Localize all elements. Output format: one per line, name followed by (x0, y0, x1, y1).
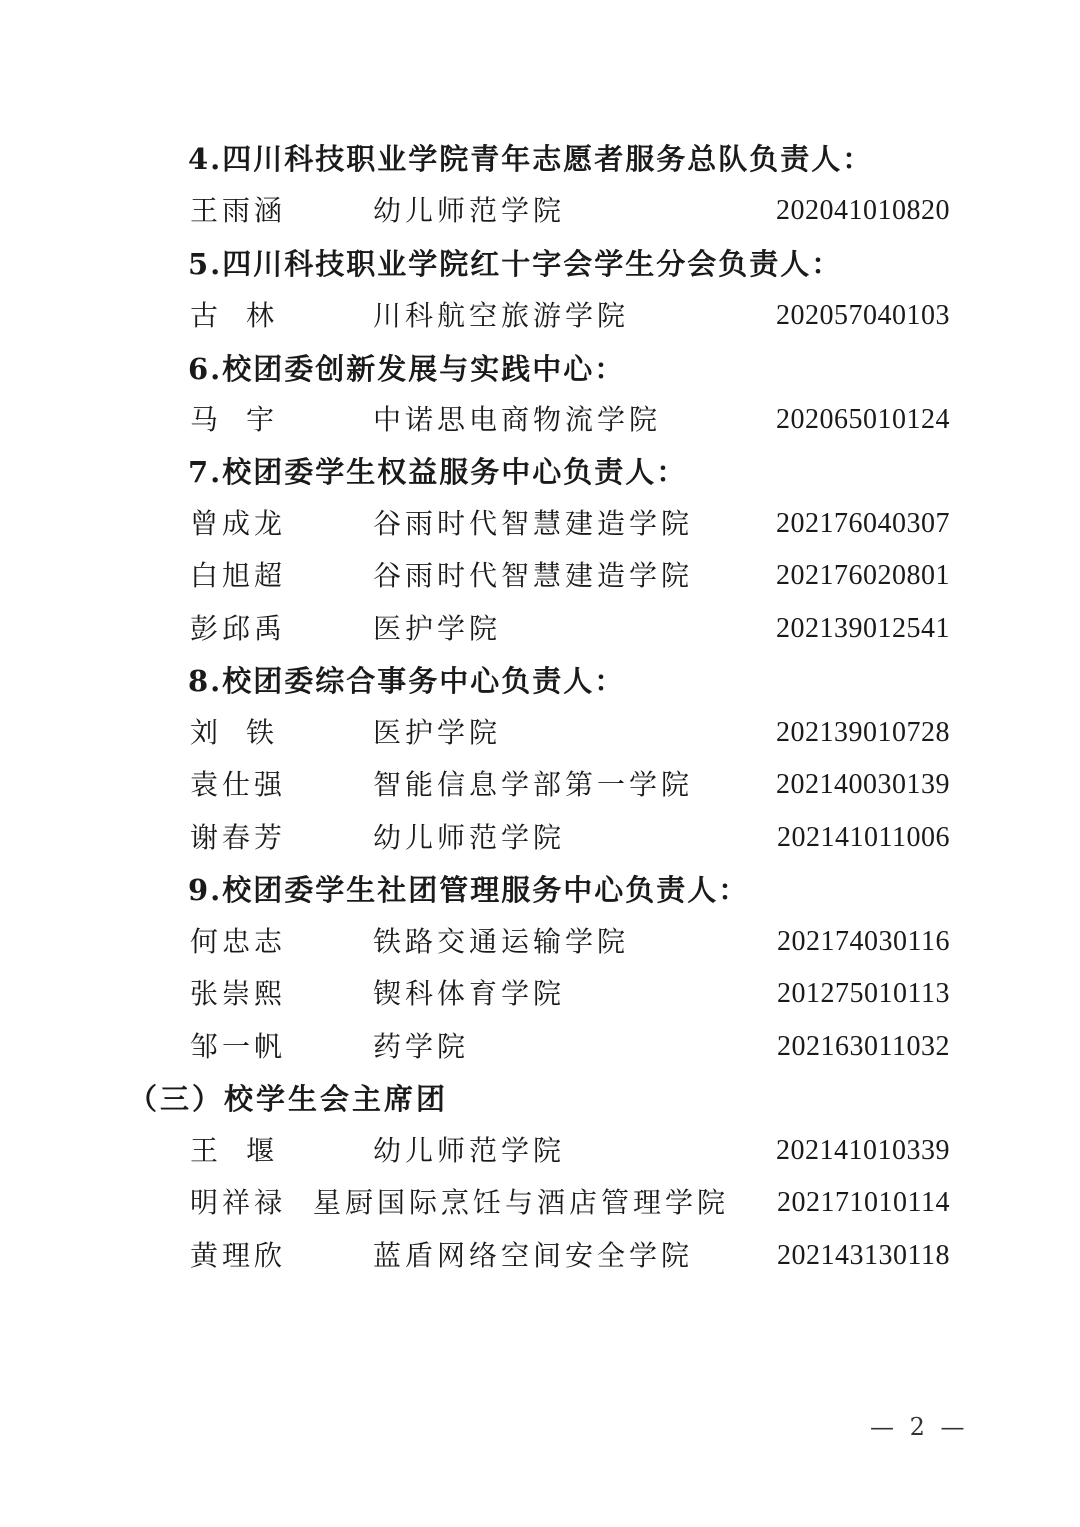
table-row (0, 1131, 1080, 1171)
member-student-id: 202141010339 (776, 1135, 950, 1166)
member-college: 锲科体育学院 (373, 977, 566, 1010)
member-college: 谷雨时代智慧建造学院 (373, 559, 694, 592)
member-name: 张崇熙 (190, 977, 287, 1010)
table-row (0, 400, 1080, 440)
member-name: 袁仕强 (190, 768, 287, 801)
member-name: 白旭超 (190, 559, 287, 592)
page-number: — 2 — (870, 1413, 969, 1441)
table-row (0, 296, 1080, 336)
table-row (0, 1027, 1080, 1067)
group-9-heading: 9.校团委学生社团管理服务中心负责人： (188, 873, 750, 907)
member-name: 彭邱禹 (190, 612, 287, 645)
member-student-id: 202174030116 (777, 926, 950, 957)
group-7-heading: 7.校团委学生权益服务中心负责人： (188, 455, 688, 489)
member-name: 刘铁 (190, 716, 303, 749)
member-college: 药学院 (373, 1030, 470, 1063)
member-college: 幼儿师范学院 (373, 194, 566, 227)
table-row (0, 1183, 1080, 1223)
section-3-heading: （三）校学生会主席团 (128, 1082, 449, 1116)
member-student-id: 202065010124 (776, 404, 950, 435)
member-college: 铁路交通运输学院 (373, 925, 630, 958)
group-6-heading: 6.校团委创新发展与实践中心： (188, 352, 626, 386)
member-name: 何忠志 (190, 925, 287, 958)
member-name: 马宇 (190, 403, 303, 436)
member-student-id: 202140030139 (776, 769, 950, 800)
member-student-id: 202176020801 (776, 560, 950, 591)
member-name: 谢春芳 (190, 821, 287, 854)
member-student-id: 202057040103 (776, 300, 950, 331)
member-student-id: 202143130118 (777, 1240, 950, 1271)
member-student-id: 202139010728 (776, 717, 950, 748)
member-student-id: 202163011032 (777, 1031, 950, 1062)
table-row (0, 922, 1080, 962)
member-college: 幼儿师范学院 (373, 821, 566, 854)
member-college: 谷雨时代智慧建造学院 (373, 507, 694, 540)
member-college: 川科航空旅游学院 (373, 299, 630, 332)
group-5-heading: 5.四川科技职业学院红十字会学生分会负责人： (188, 247, 843, 281)
member-college: 蓝盾网络空间安全学院 (373, 1239, 694, 1272)
member-student-id: 202139012541 (776, 613, 950, 644)
member-student-id: 201275010113 (777, 978, 950, 1009)
member-name: 邹一帆 (190, 1030, 287, 1063)
member-name: 明祥禄 (190, 1186, 287, 1219)
table-row (0, 504, 1080, 544)
member-college: 智能信息学部第一学院 (373, 768, 694, 801)
table-row (0, 765, 1080, 805)
member-name: 古林 (190, 299, 303, 332)
member-college: 星厨国际烹饪与酒店管理学院 (313, 1186, 730, 1219)
table-row (0, 818, 1080, 858)
member-name: 曾成龙 (190, 507, 287, 540)
member-college: 幼儿师范学院 (373, 1134, 566, 1167)
table-row (0, 713, 1080, 753)
table-row (0, 974, 1080, 1014)
member-name: 黄理欣 (190, 1239, 287, 1272)
member-student-id: 202041010820 (776, 195, 950, 226)
table-row (0, 556, 1080, 596)
table-row (0, 609, 1080, 649)
member-name: 王雨涵 (190, 194, 287, 227)
table-row (0, 1236, 1080, 1276)
member-student-id: 202171010114 (777, 1187, 950, 1218)
group-4-heading: 4.四川科技职业学院青年志愿者服务总队负责人： (188, 142, 874, 176)
table-row (0, 191, 1080, 231)
member-college: 中诺思电商物流学院 (373, 403, 662, 436)
member-college: 医护学院 (373, 716, 502, 749)
member-college: 医护学院 (373, 612, 502, 645)
member-student-id: 202176040307 (776, 508, 950, 539)
member-student-id: 202141011006 (777, 822, 950, 853)
member-name: 王堰 (190, 1134, 303, 1167)
group-8-heading: 8.校团委综合事务中心负责人： (188, 664, 626, 698)
